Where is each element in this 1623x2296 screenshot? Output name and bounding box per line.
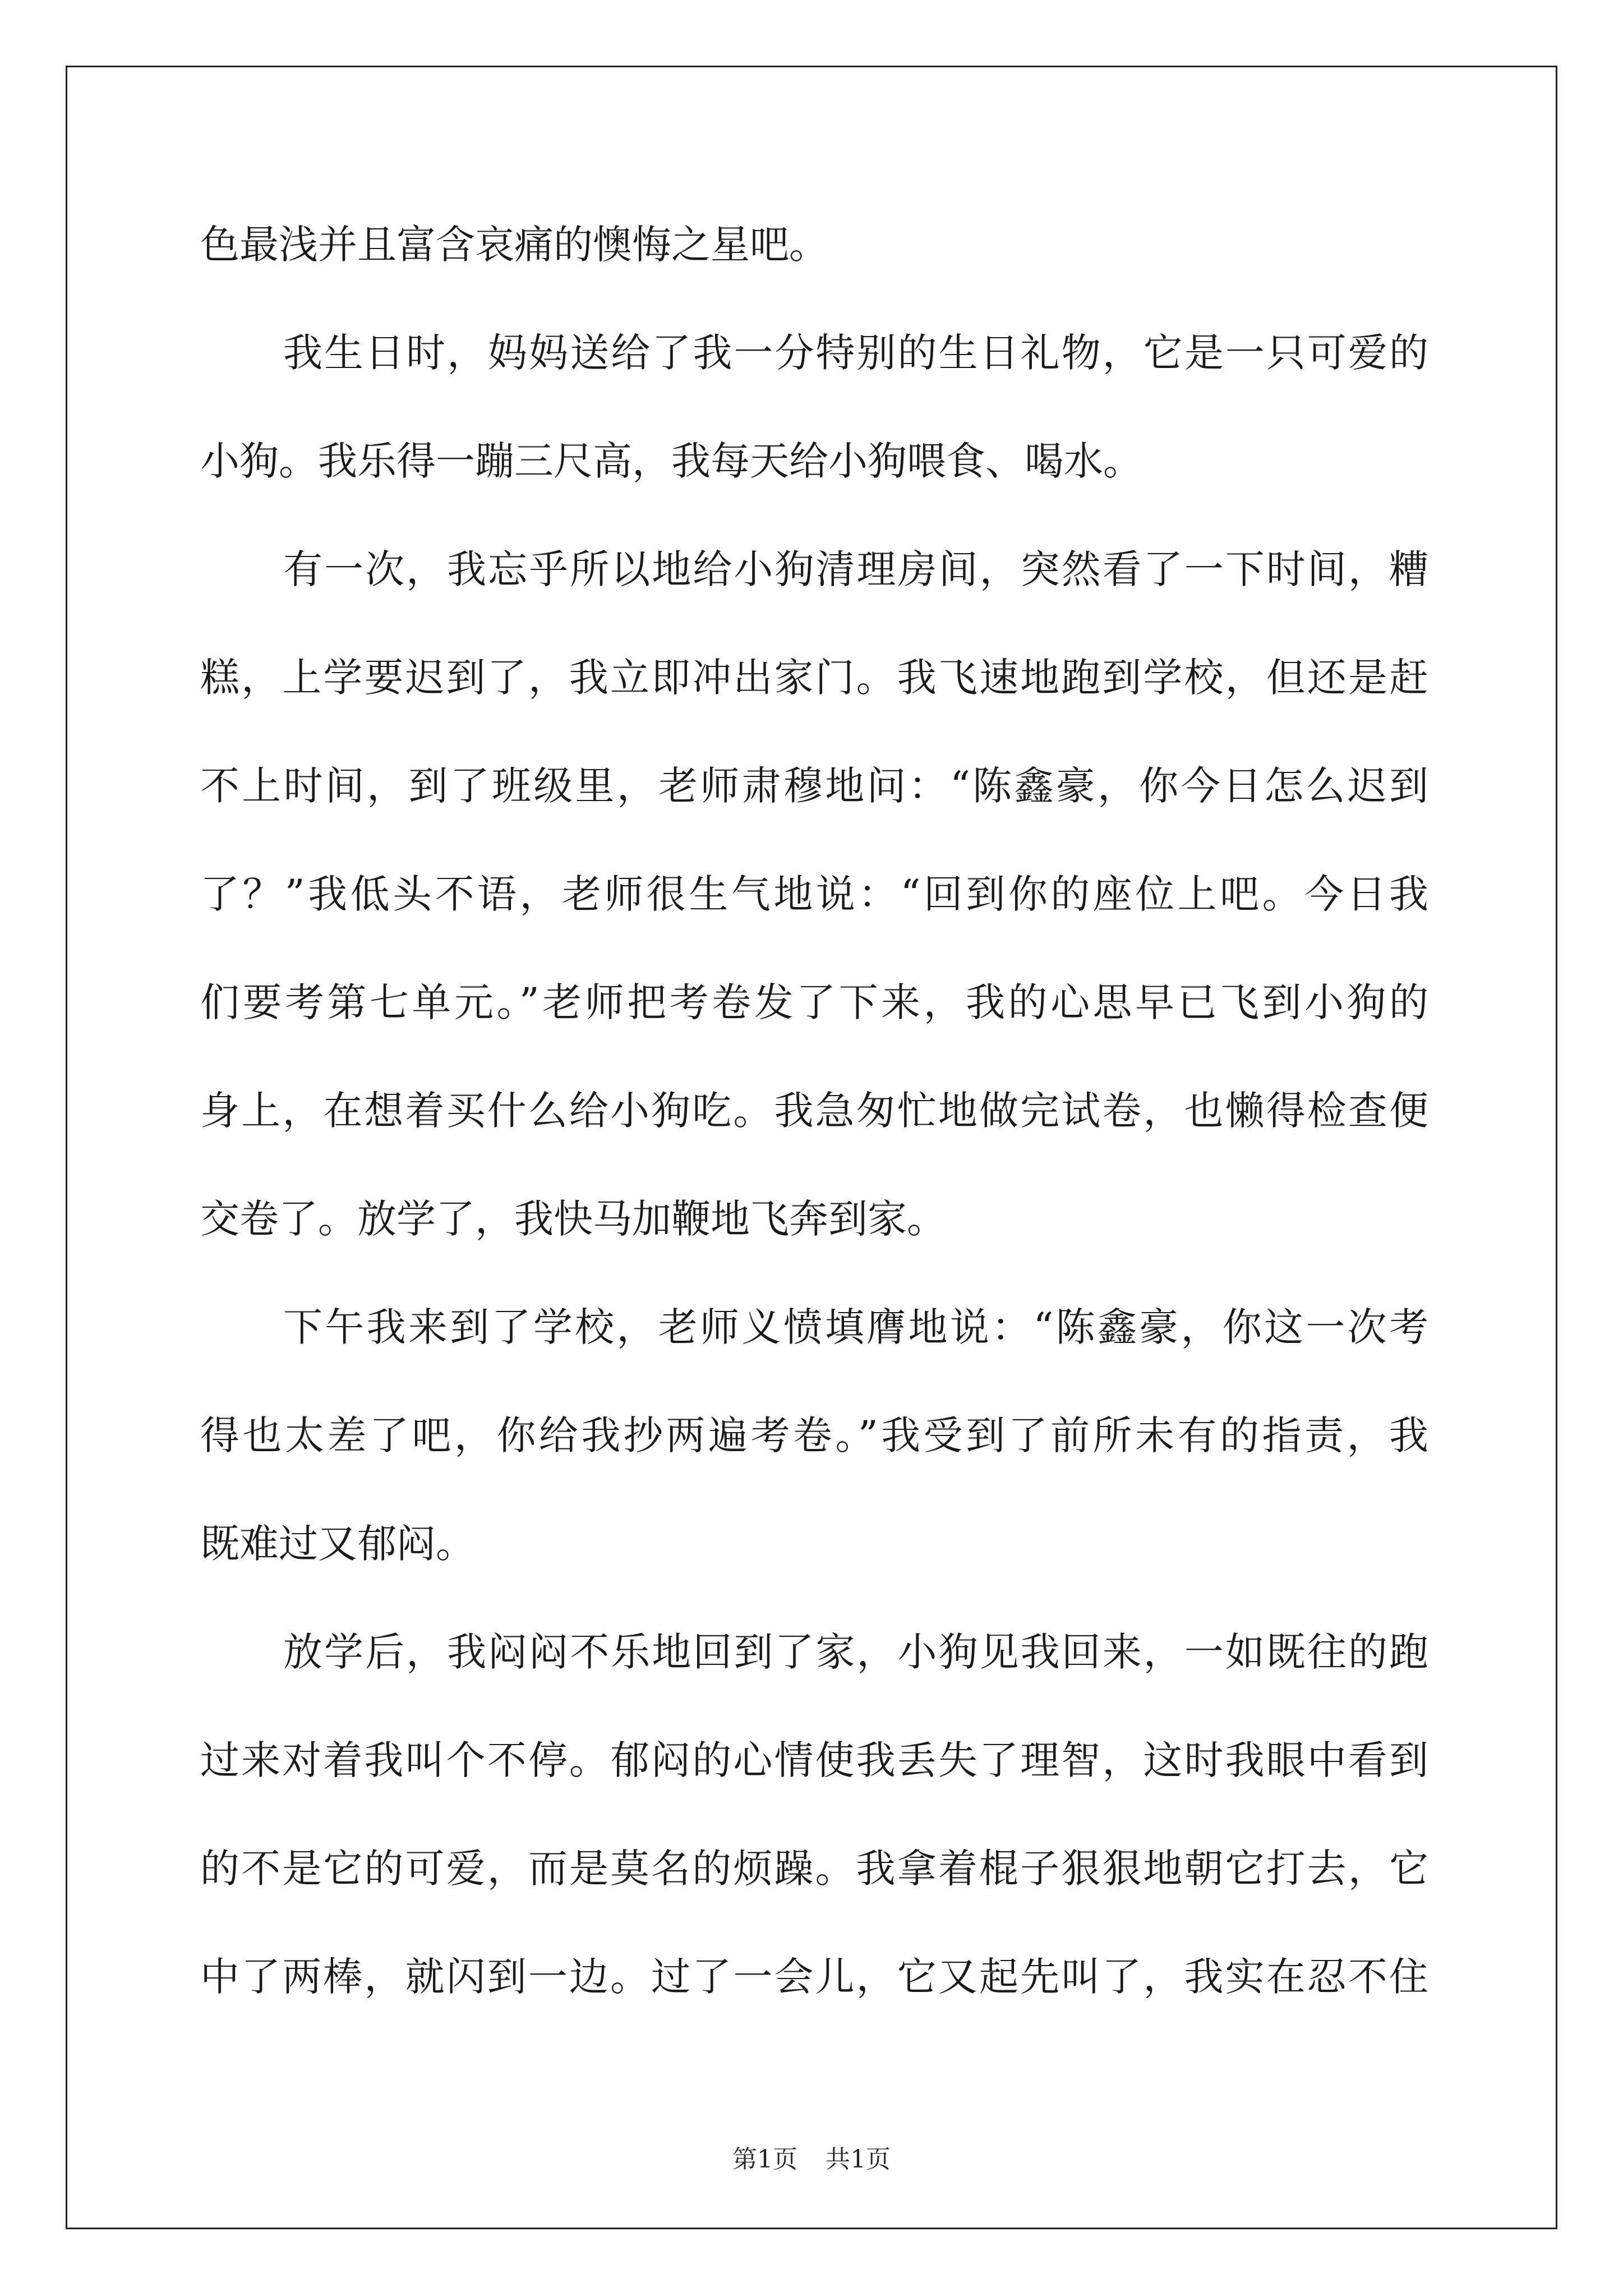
text-line: 小狗。我乐得一蹦三尺高，我每天给小狗喂食、喝水。 (200, 438, 1142, 484)
paragraph-start-line: 下午我来到了学校，老师义愤填膺地说：“陈鑫豪，你这一次考 (283, 1304, 1428, 1350)
text-line: 身上，在想着买什么给小狗吃。我急匆忙地做完试卷，也懒得检查便 (200, 1088, 1428, 1134)
text-line: 既难过又郁闷。 (200, 1521, 475, 1567)
document-body (200, 191, 1428, 2031)
text-line: 们要考第七单元。”老师把考卷发了下来，我的心思早已飞到小狗的 (200, 979, 1428, 1025)
page-total: 共1页 (826, 2145, 891, 2174)
text-line: 的不是它的可爱，而是莫名的烦躁。我拿着棍子狠狠地朝它打去，它 (200, 1846, 1428, 1892)
text-line: 中了两棒，就闪到一边。过了一会儿，它又起先叫了，我实在忍不住 (200, 1954, 1428, 2000)
text-line: 不上时间，到了班级里，老师肃穆地问：“陈鑫豪，你今日怎么迟到 (200, 763, 1428, 809)
text-line: 色最浅并且富含哀痛的懊悔之星吧。 (200, 222, 828, 268)
paragraph-start-line: 我生日时，妈妈送给了我一分特别的生日礼物，它是一只可爱的 (283, 330, 1428, 376)
text-line: 糕，上学要迟到了，我立即冲出家门。我飞速地跑到学校，但还是赶 (200, 655, 1428, 701)
text-line: 得也太差了吧，你给我抄两遍考卷。”我受到了前所未有的指责，我 (200, 1412, 1428, 1458)
text-line: 过来对着我叫个不停。郁闷的心情使我丢失了理智，这时我眼中看到 (200, 1737, 1428, 1783)
paragraph-start-line: 有一次，我忘乎所以地给小狗清理房间，突然看了一下时间，糟 (283, 546, 1428, 592)
page-footer (0, 2143, 1623, 2177)
text-line: 交卷了。放学了，我快马加鞭地飞奔到家。 (200, 1196, 946, 1242)
page-number: 第1页 (732, 2145, 797, 2174)
paragraph-start-line: 放学后，我闷闷不乐地回到了家，小狗见我回来，一如既往的跑 (283, 1629, 1428, 1675)
text-line: 了？”我低头不语，老师很生气地说：“回到你的座位上吧。今日我 (200, 871, 1428, 917)
